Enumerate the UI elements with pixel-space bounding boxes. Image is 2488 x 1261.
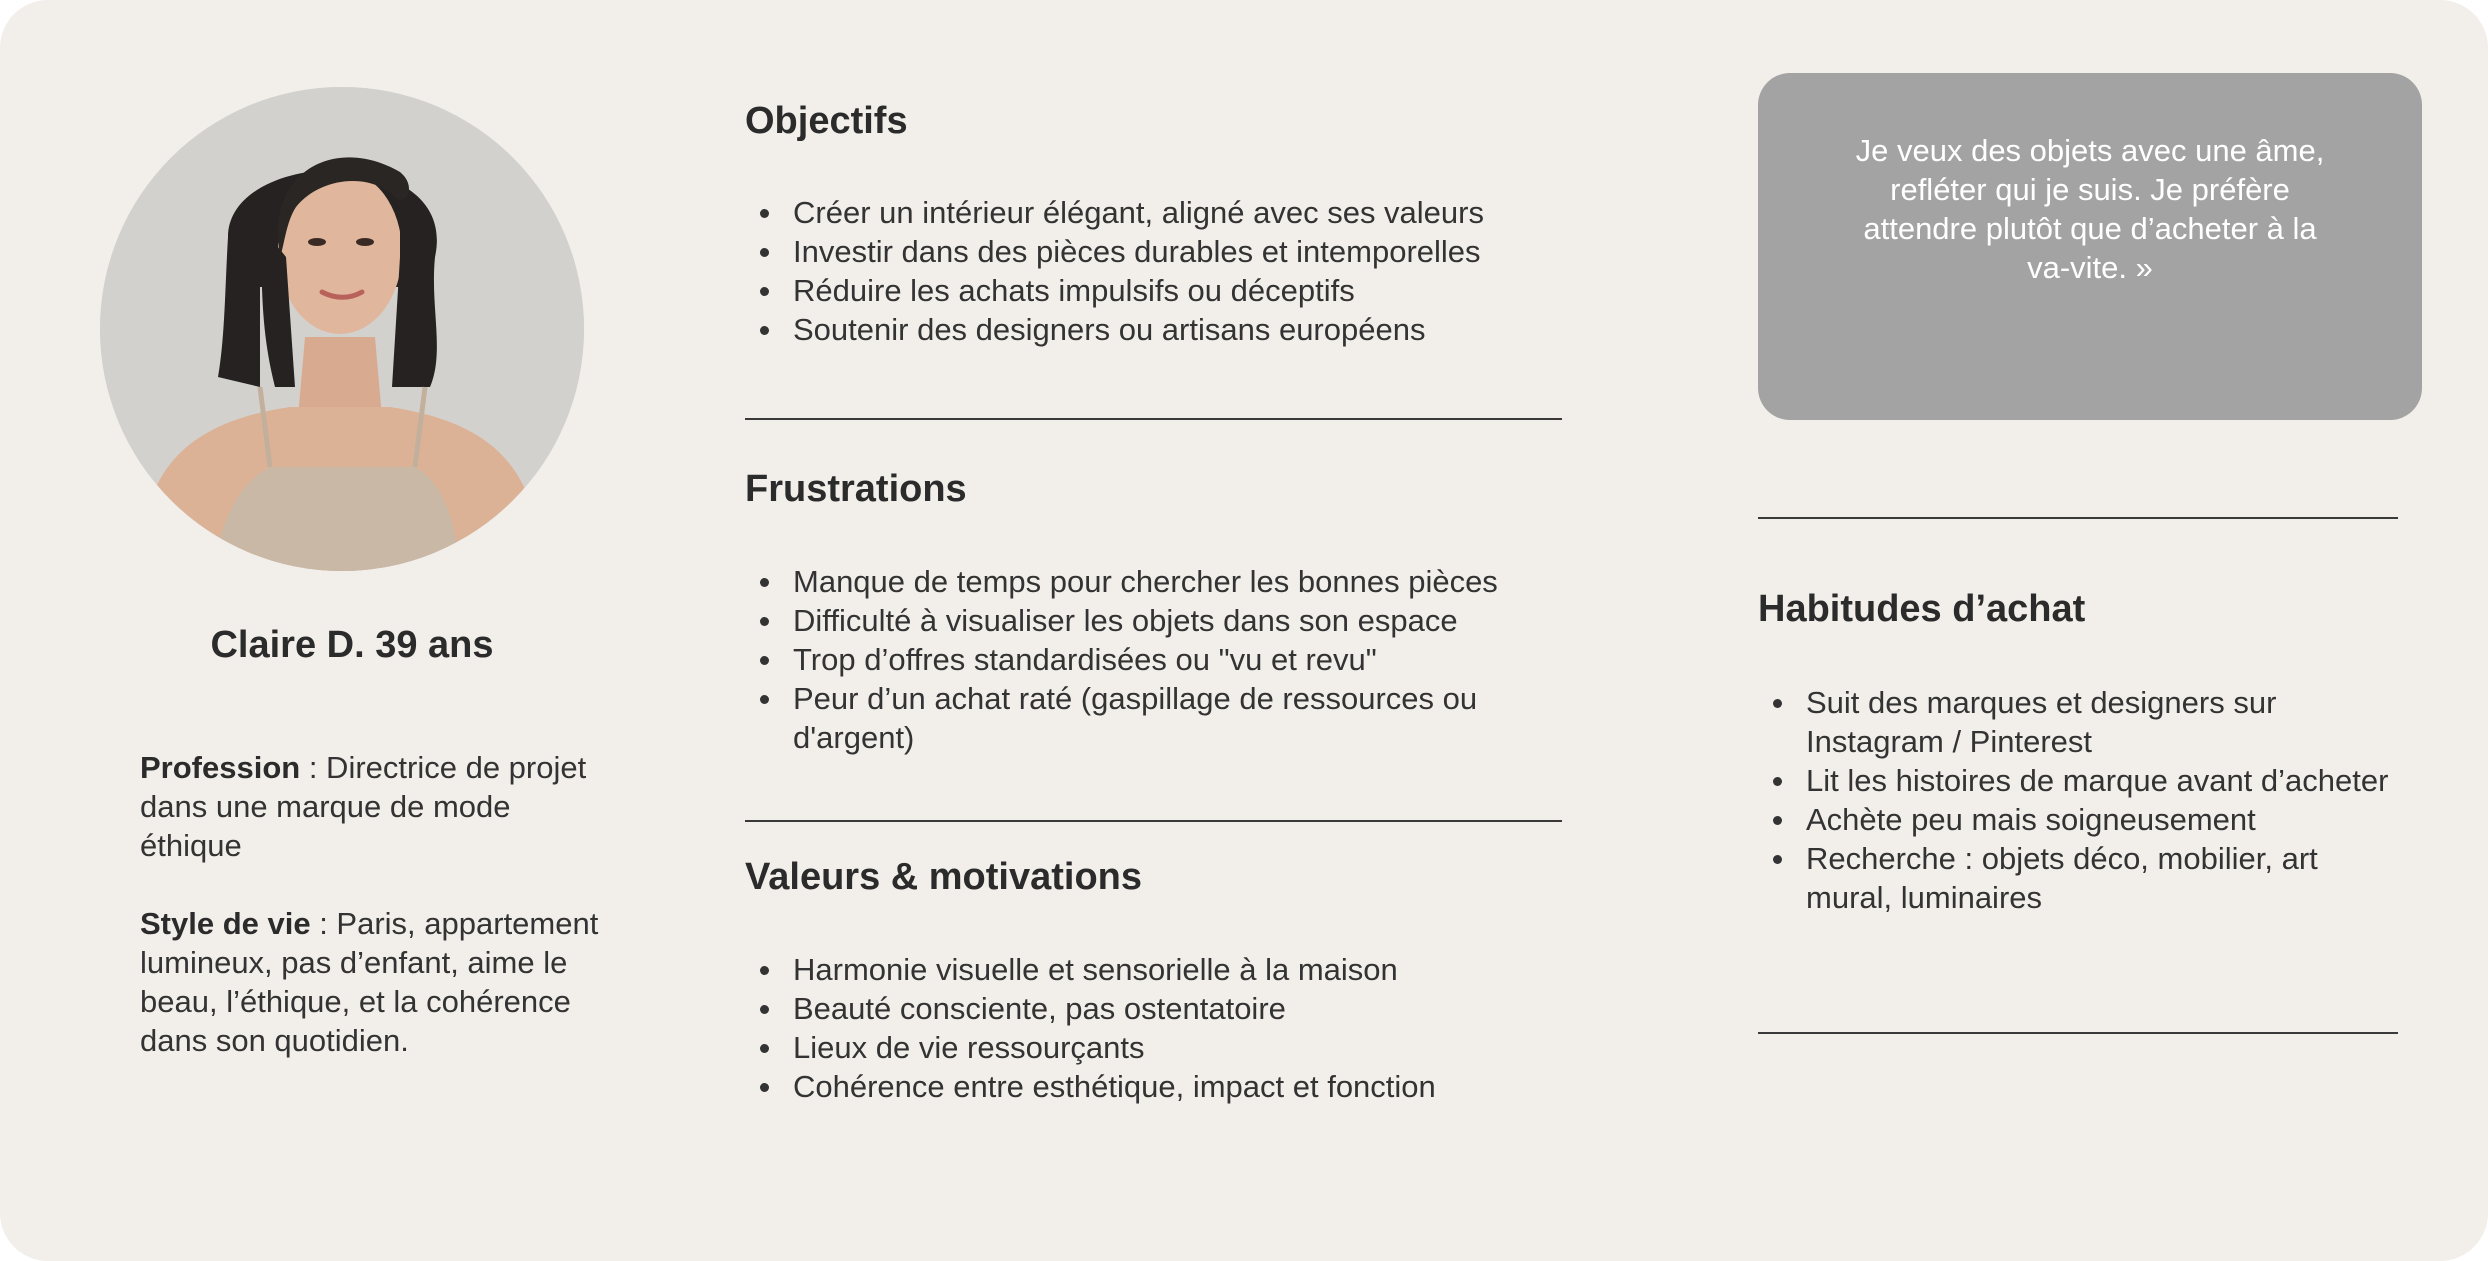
valeurs-list [745, 950, 1575, 1106]
list-item: Achète peu mais soigneusement [1758, 800, 2398, 839]
persona-profession [140, 748, 610, 865]
lifestyle-label: Style de vie [140, 906, 311, 941]
valeurs-title: Valeurs & motivations [745, 856, 1143, 898]
persona-name: Claire D. 39 ans [210, 624, 494, 666]
list-item: Lieux de vie ressourçants [745, 1028, 1575, 1067]
section-divider [745, 418, 1562, 420]
persona-lifestyle [140, 904, 610, 1060]
frustrations-list [745, 562, 1575, 757]
list-item: Harmonie visuelle et sensorielle à la maison [745, 950, 1575, 989]
list-item: Cohérence entre esthétique, impact et fonction [745, 1067, 1575, 1106]
list-item: Manque de temps pour chercher les bonnes pièces [745, 562, 1575, 601]
persona-photo [100, 87, 584, 571]
list-item: Trop d’offres standardisées ou "vu et revu" [745, 640, 1575, 679]
list-item: Créer un intérieur élégant, aligné avec ses valeurs [745, 193, 1575, 232]
section-divider [745, 820, 1562, 822]
lifestyle-text: : Paris, appartement lumineux, pas d’enfant, aime le beau, l’éthique, et la cohérence dans son quotidien. [140, 906, 599, 1058]
frustrations-title: Frustrations [745, 468, 967, 510]
objectifs-title: Objectifs [745, 100, 908, 142]
profession-text: : Directrice de projet dans une marque de mode éthique [140, 750, 587, 863]
list-item: Investir dans des pièces durables et intemporelles [745, 232, 1575, 271]
portrait-icon [100, 87, 584, 571]
list-item: Peur d’un achat raté (gaspillage de ressources ou d'argent) [745, 679, 1575, 757]
list-item: Difficulté à visualiser les objets dans son espace [745, 601, 1575, 640]
list-item: Réduire les achats impulsifs ou déceptifs [745, 271, 1575, 310]
list-item: Suit des marques et designers sur Instagram / Pinterest [1758, 683, 2398, 761]
quote-box [1758, 73, 2422, 420]
section-divider [1758, 1032, 2398, 1034]
list-item: Beauté consciente, pas ostentatoire [745, 989, 1575, 1028]
habitudes-list [1758, 683, 2398, 917]
profession-label: Profession [140, 750, 301, 785]
section-divider [1758, 517, 2398, 519]
objectifs-list [745, 193, 1575, 349]
list-item: Lit les histoires de marque avant d’acheter [1758, 761, 2398, 800]
list-item: Recherche : objets déco, mobilier, art mural, luminaires [1758, 839, 2398, 917]
quote-text: Je veux des objets avec une âme, refléter qui je suis. Je préfère attendre plutôt que d’acheter à la va-vite. » [1855, 132, 2325, 285]
list-item: Soutenir des designers ou artisans européens [745, 310, 1575, 349]
habitudes-title: Habitudes d’achat [1758, 588, 2086, 630]
